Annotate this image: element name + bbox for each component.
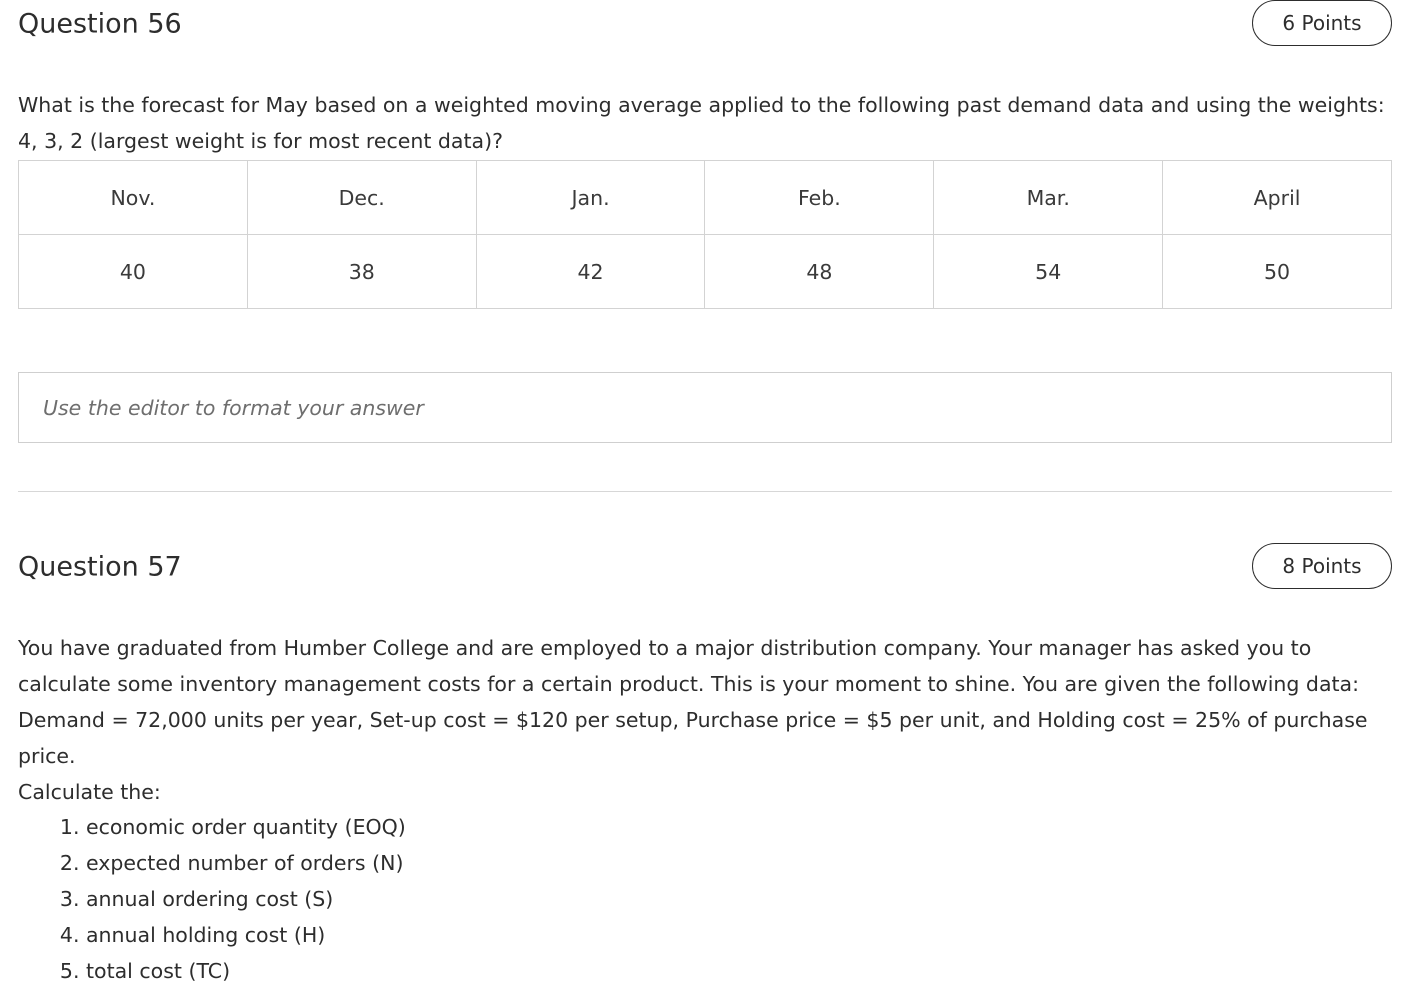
question-56-header bbox=[18, 0, 1392, 48]
table-header-cell: April bbox=[1163, 161, 1392, 235]
question-57-title: Question 57 bbox=[18, 551, 182, 583]
calculation-list bbox=[18, 809, 406, 989]
table-header-cell: Nov. bbox=[19, 161, 248, 235]
table-row bbox=[19, 235, 1392, 309]
question-57-prompt bbox=[18, 630, 1398, 810]
table-header-row bbox=[19, 161, 1392, 235]
question-56-prompt-text: What is the forecast for May based on a weighted moving average applied to the following past demand data and using the weights: 4, 3, 2 (largest weight is for most recent data)? bbox=[18, 93, 1385, 153]
table-header-cell: Feb. bbox=[705, 161, 934, 235]
calculate-label: Calculate the: bbox=[18, 780, 161, 804]
list-item: 3. annual ordering cost (S) bbox=[86, 881, 406, 917]
table-cell: 42 bbox=[476, 235, 705, 309]
answer-editor[interactable] bbox=[18, 372, 1392, 443]
question-56-title: Question 56 bbox=[18, 8, 182, 40]
question-56-prompt bbox=[18, 87, 1398, 159]
table-cell: 50 bbox=[1163, 235, 1392, 309]
table-cell: 38 bbox=[247, 235, 476, 309]
question-57-prompt-text: You have graduated from Humber College and are employed to a major distribution company. Your manager has asked you to calculate some inventory management costs for a certain product. This is your moment to shine. You are given the following data: Demand = 72,000 units per year, Set-up cost = $120 per setup, Purchase price = $5 per unit, and Holding cost = 25% of purchase price. bbox=[18, 636, 1368, 768]
demand-table bbox=[18, 160, 1392, 309]
question-56-points-badge: 6 Points bbox=[1252, 0, 1392, 46]
question-57-points-badge: 8 Points bbox=[1252, 543, 1392, 589]
table-header-cell: Jan. bbox=[476, 161, 705, 235]
list-item: 5. total cost (TC) bbox=[86, 953, 406, 989]
question-divider bbox=[18, 491, 1392, 492]
table-cell: 54 bbox=[934, 235, 1163, 309]
table-header-cell: Mar. bbox=[934, 161, 1163, 235]
answer-input[interactable] bbox=[43, 373, 1363, 442]
table-cell: 40 bbox=[19, 235, 248, 309]
list-item: 2. expected number of orders (N) bbox=[86, 845, 406, 881]
table-cell: 48 bbox=[705, 235, 934, 309]
question-57-header bbox=[18, 543, 1392, 591]
table-header-cell: Dec. bbox=[247, 161, 476, 235]
list-item: 4. annual holding cost (H) bbox=[86, 917, 406, 953]
list-item: 1. economic order quantity (EOQ) bbox=[86, 809, 406, 845]
